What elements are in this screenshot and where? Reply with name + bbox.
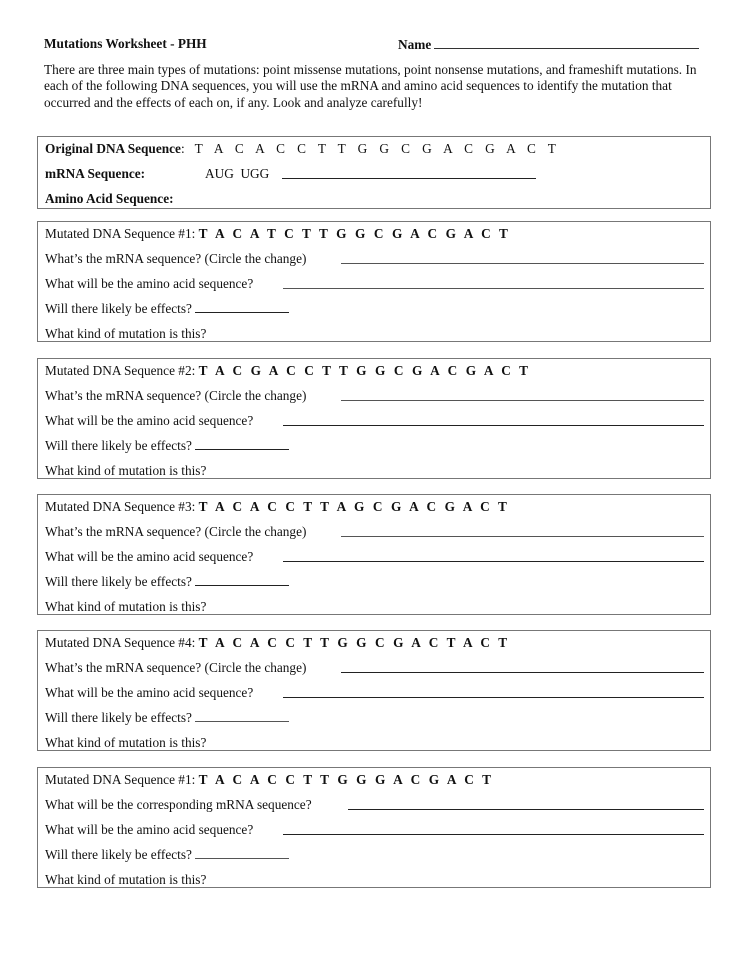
amino-acid-label: Amino Acid Sequence: bbox=[45, 191, 174, 206]
effects-answer-blank[interactable] bbox=[195, 300, 289, 313]
mrna-question: What’s the mRNA sequence? (Circle the change) bbox=[45, 388, 307, 403]
effects-answer-blank[interactable] bbox=[195, 709, 289, 722]
mutated-dna: T A C A C C T T G G G A C G A C T bbox=[198, 772, 494, 787]
mutated-dna: T A C G A C C T T G G C G A C G A C T bbox=[198, 363, 531, 378]
mutated-dna: T A C A C C T T G G C G A C T A C T bbox=[198, 635, 510, 650]
mutation-label: Mutated DNA Sequence #3: bbox=[45, 499, 196, 514]
amino-acid-question: What will be the amino acid sequence? bbox=[45, 276, 254, 291]
mutation-label: Mutated DNA Sequence #1: bbox=[45, 772, 196, 787]
mutation-label: Mutated DNA Sequence #1: bbox=[45, 226, 196, 241]
effects-question: Will there likely be effects? bbox=[45, 301, 192, 316]
effects-answer-blank[interactable] bbox=[195, 573, 289, 586]
mutated-dna: T A C A C C T T A G C G A C G A C T bbox=[198, 499, 510, 514]
amino-acid-answer-blank[interactable] bbox=[283, 288, 704, 289]
original-sequence-box: Original DNA Sequence: T A C A C C T T G G C G A C G A C T mRNA Sequence: AUG UGG Amino Acid Sequence: bbox=[37, 136, 711, 209]
original-dna-label: Original DNA Sequence bbox=[45, 141, 181, 156]
mutation-type-question: What kind of mutation is this? bbox=[45, 872, 207, 887]
mrna-value: AUG UGG bbox=[205, 166, 270, 181]
name-label: Name bbox=[398, 37, 432, 52]
mrna-answer-blank[interactable] bbox=[341, 263, 704, 264]
mutation-type-question: What kind of mutation is this? bbox=[45, 735, 207, 750]
effects-answer-blank[interactable] bbox=[195, 437, 289, 450]
mutation-box-3 bbox=[37, 494, 711, 615]
mutation-type-question: What kind of mutation is this? bbox=[45, 599, 207, 614]
name-field[interactable] bbox=[398, 36, 699, 53]
effects-question: Will there likely be effects? bbox=[45, 438, 192, 453]
mrna-blank[interactable] bbox=[282, 178, 536, 179]
instructions: There are three main types of mutations: point missense mutations, point nonsense mutations, and frameshift mutations. In each of the following DNA sequences, you will use the mRNA and amino acid sequences to identify the mutation that occurred and the effects of each on, if any. Look and analyze carefully! bbox=[44, 62, 697, 110]
amino-acid-answer-blank[interactable] bbox=[283, 834, 704, 835]
amino-acid-answer-blank[interactable] bbox=[283, 425, 704, 426]
mutation-type-question: What kind of mutation is this? bbox=[45, 326, 207, 341]
mrna-answer-blank[interactable] bbox=[341, 672, 704, 673]
mutation-type-question: What kind of mutation is this? bbox=[45, 463, 207, 478]
mutated-dna: T A C A T C T T G G C G A C G A C T bbox=[198, 226, 511, 241]
mrna-question: What’s the mRNA sequence? (Circle the change) bbox=[45, 660, 307, 675]
mutation-box-1 bbox=[37, 221, 711, 342]
amino-acid-question: What will be the amino acid sequence? bbox=[45, 685, 254, 700]
mrna-answer-blank[interactable] bbox=[348, 809, 704, 810]
mrna-answer-blank[interactable] bbox=[341, 400, 704, 401]
effects-question: Will there likely be effects? bbox=[45, 847, 192, 862]
effects-question: Will there likely be effects? bbox=[45, 574, 192, 589]
mrna-label: mRNA Sequence: bbox=[45, 166, 146, 181]
amino-acid-question: What will be the amino acid sequence? bbox=[45, 822, 254, 837]
mrna-question: What’s the mRNA sequence? (Circle the change) bbox=[45, 524, 307, 539]
mutation-box-4 bbox=[37, 630, 711, 751]
amino-acid-question: What will be the amino acid sequence? bbox=[45, 549, 254, 564]
mutation-box-2 bbox=[37, 358, 711, 479]
mrna-answer-blank[interactable] bbox=[341, 536, 704, 537]
amino-acid-question: What will be the amino acid sequence? bbox=[45, 413, 254, 428]
effects-answer-blank[interactable] bbox=[195, 846, 289, 859]
amino-acid-answer-blank[interactable] bbox=[283, 697, 704, 698]
mrna-question: What’s the mRNA sequence? (Circle the change) bbox=[45, 251, 307, 266]
mutation-box-5 bbox=[37, 767, 711, 888]
mutation-label: Mutated DNA Sequence #2: bbox=[45, 363, 196, 378]
worksheet-title: Mutations Worksheet - PHH bbox=[44, 36, 207, 51]
name-blank[interactable] bbox=[434, 36, 699, 49]
mutation-label: Mutated DNA Sequence #4: bbox=[45, 635, 196, 650]
effects-question: Will there likely be effects? bbox=[45, 710, 192, 725]
original-dna: T A C A C C T T G G C G A C G A C T bbox=[194, 141, 561, 156]
amino-acid-answer-blank[interactable] bbox=[283, 561, 704, 562]
mrna-question: What will be the corresponding mRNA sequence? bbox=[45, 797, 312, 812]
